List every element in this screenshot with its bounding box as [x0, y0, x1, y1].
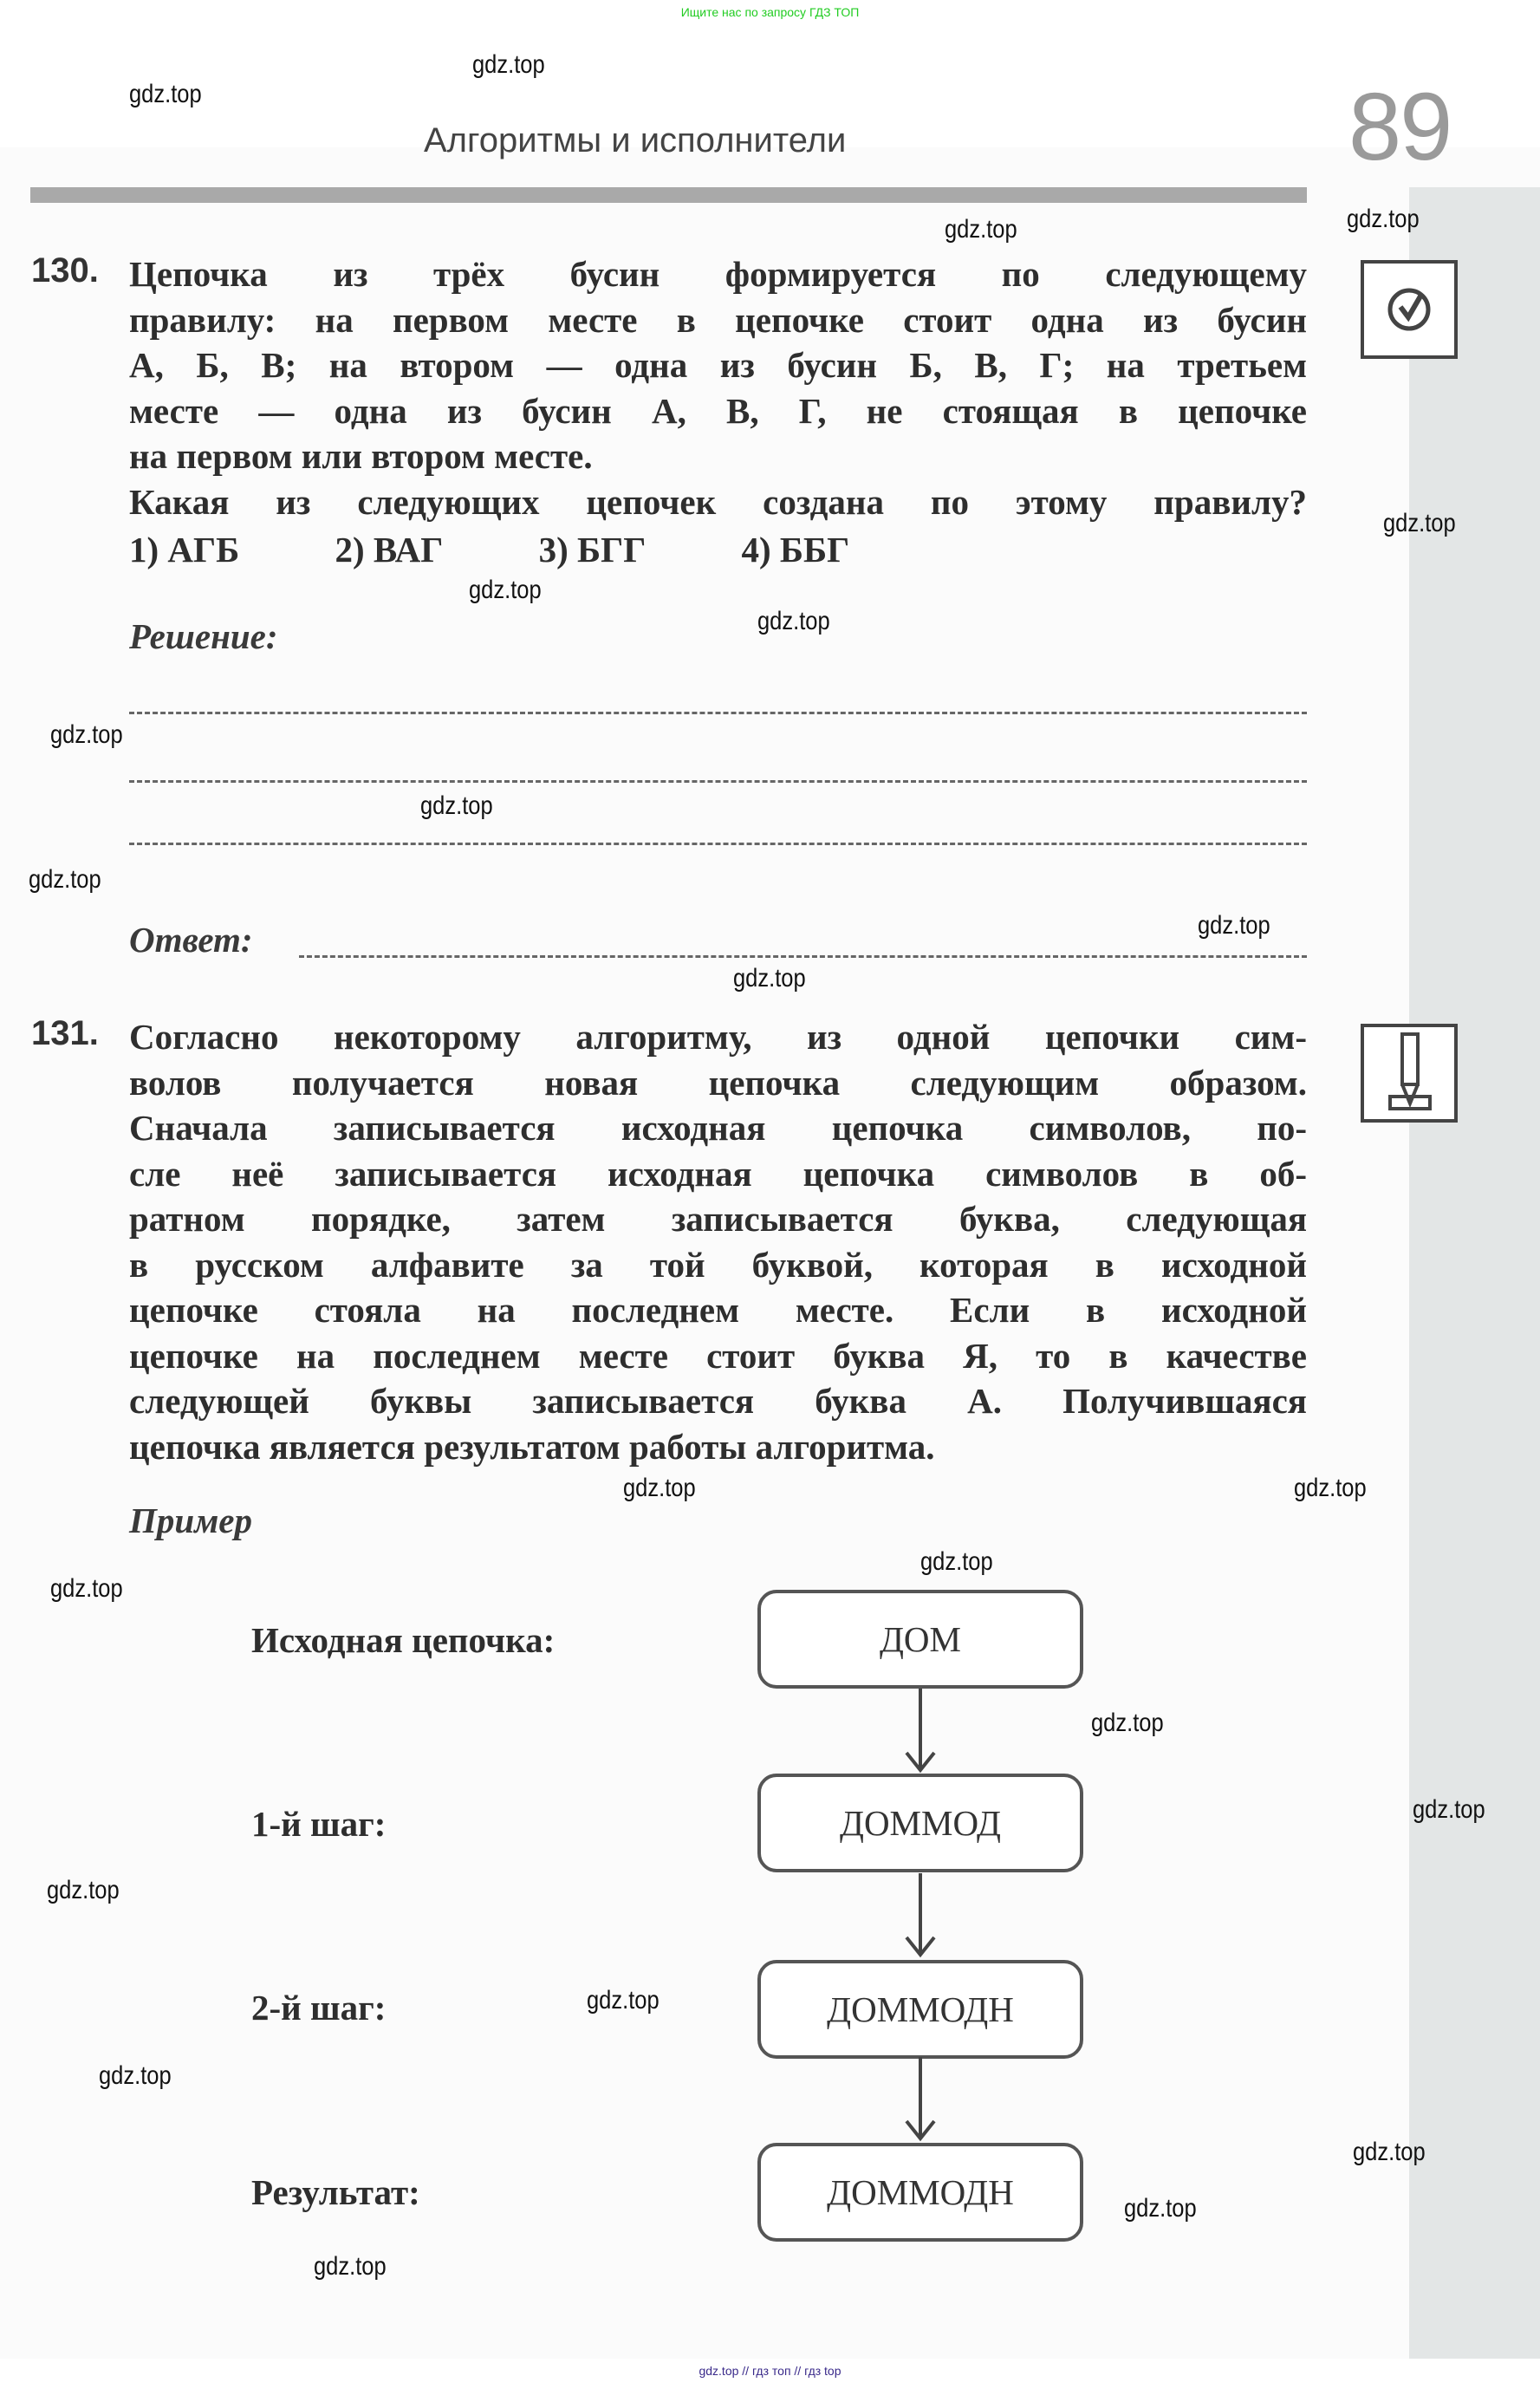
text-line: Какая из следующих цепочек создана по этому правилу?: [129, 481, 1307, 522]
text-line: волов получается новая цепочка следующим образом.: [129, 1062, 1307, 1103]
flow-box-step1: ДОММОД: [757, 1774, 1083, 1872]
watermark: gdz.top: [587, 1986, 660, 2015]
watermark: gdz.top: [99, 2061, 172, 2090]
text-line: на первом или втором месте.: [129, 436, 593, 476]
option-2: 2) ВАГ: [335, 530, 444, 570]
task-131-text: [129, 1014, 1307, 1469]
text-line: следующей буквы записывается буква А. Получившаяся: [129, 1381, 1307, 1421]
text-line: цепочке стояла на последнем месте. Если в исходной: [129, 1290, 1307, 1330]
footer-links: gdz.top // гдз топ // гдз top: [699, 2364, 841, 2378]
flow-label-source: Исходная цепочка:: [251, 1620, 556, 1660]
flow-label-step1: 1-й шаг:: [251, 1804, 387, 1844]
chapter-title: Алгоритмы и исполнители: [424, 121, 847, 159]
solution-line: [129, 712, 1307, 714]
watermark: gdz.top: [47, 1876, 120, 1904]
page-number: 89: [1348, 74, 1452, 180]
text-line: цепочка является результатом работы алгоритма.: [129, 1426, 935, 1467]
watermark: gdz.top: [1198, 911, 1270, 940]
watermark: gdz.top: [1124, 2194, 1197, 2223]
text-line: правилу: на первом месте в цепочке стоит одна из бусин: [129, 299, 1307, 340]
pencil-task-icon: [1361, 1024, 1458, 1123]
watermark: gdz.top: [1413, 1795, 1485, 1824]
solution-line: [129, 780, 1307, 783]
watermark: gdz.top: [50, 1574, 123, 1603]
arrow-down-icon: [903, 1873, 938, 1958]
option-3: 3) БГГ: [538, 530, 647, 570]
watermark: gdz.top: [1347, 205, 1420, 233]
task-130-text: [129, 251, 1307, 524]
flow-box-source: ДОМ: [757, 1590, 1083, 1689]
top-note: Ищите нас по запросу ГДЗ ТОП: [680, 5, 860, 19]
header-divider: [30, 187, 1307, 203]
solution-label: Решение:: [129, 616, 278, 656]
text-line: ратном порядке, затем записывается буква, следующая: [129, 1199, 1307, 1239]
watermark: gdz.top: [1353, 2138, 1426, 2166]
flow-box-step2: ДОММОДН: [757, 1960, 1083, 2059]
watermark: gdz.top: [1383, 509, 1456, 537]
arrow-down-icon: [903, 2057, 938, 2142]
watermark: gdz.top: [314, 2252, 387, 2281]
watermark: gdz.top: [623, 1474, 696, 1502]
watermark: gdz.top: [920, 1547, 993, 1576]
arrow-down-icon: [903, 1689, 938, 1774]
solution-line: [129, 843, 1307, 845]
watermark: gdz.top: [1294, 1474, 1367, 1502]
text-line: А, Б, В; на втором — одна из бусин Б, В, Г; на третьем: [129, 345, 1307, 385]
text-line: Сначала записывается исходная цепочка символов, по-: [129, 1108, 1307, 1148]
text-line: в русском алфавите за той буквой, которая в исходной: [129, 1244, 1307, 1285]
text-line: Согласно некоторому алгоритму, из одной цепочки сим-: [129, 1017, 1307, 1057]
watermark: gdz.top: [757, 607, 830, 635]
task-131-number: 131.: [31, 1014, 99, 1052]
text-line: сле неё записывается исходная цепочка символов в об-: [129, 1153, 1307, 1194]
check-task-icon: [1361, 260, 1458, 359]
option-4: 4) ББГ: [741, 530, 850, 570]
text-line: Цепочка из трёх бусин формируется по следующему: [129, 254, 1307, 294]
answer-options: [129, 531, 936, 570]
option-1: 1) АГБ: [129, 530, 240, 570]
task-130-number: 130.: [31, 251, 99, 290]
watermark: gdz.top: [945, 215, 1017, 244]
text-line: месте — одна из бусин А, В, Г, не стоящая в цепочке: [129, 390, 1307, 431]
watermark: gdz.top: [472, 50, 545, 79]
flow-box-result: ДОММОДН: [757, 2143, 1083, 2242]
watermark: gdz.top: [29, 865, 101, 894]
text-line: цепочке на последнем месте стоит буква Я, то в качестве: [129, 1335, 1307, 1376]
flow-label-step2: 2-й шаг:: [251, 1988, 387, 2028]
watermark: gdz.top: [129, 80, 202, 108]
watermark: gdz.top: [1091, 1709, 1164, 1737]
answer-line: [299, 955, 1307, 958]
watermark: gdz.top: [420, 791, 493, 820]
watermark: gdz.top: [50, 720, 123, 749]
watermark: gdz.top: [469, 576, 542, 604]
watermark: gdz.top: [733, 964, 806, 993]
answer-label: Ответ:: [129, 920, 253, 960]
flow-label-result: Результат:: [251, 2172, 420, 2212]
example-label: Пример: [129, 1500, 252, 1540]
